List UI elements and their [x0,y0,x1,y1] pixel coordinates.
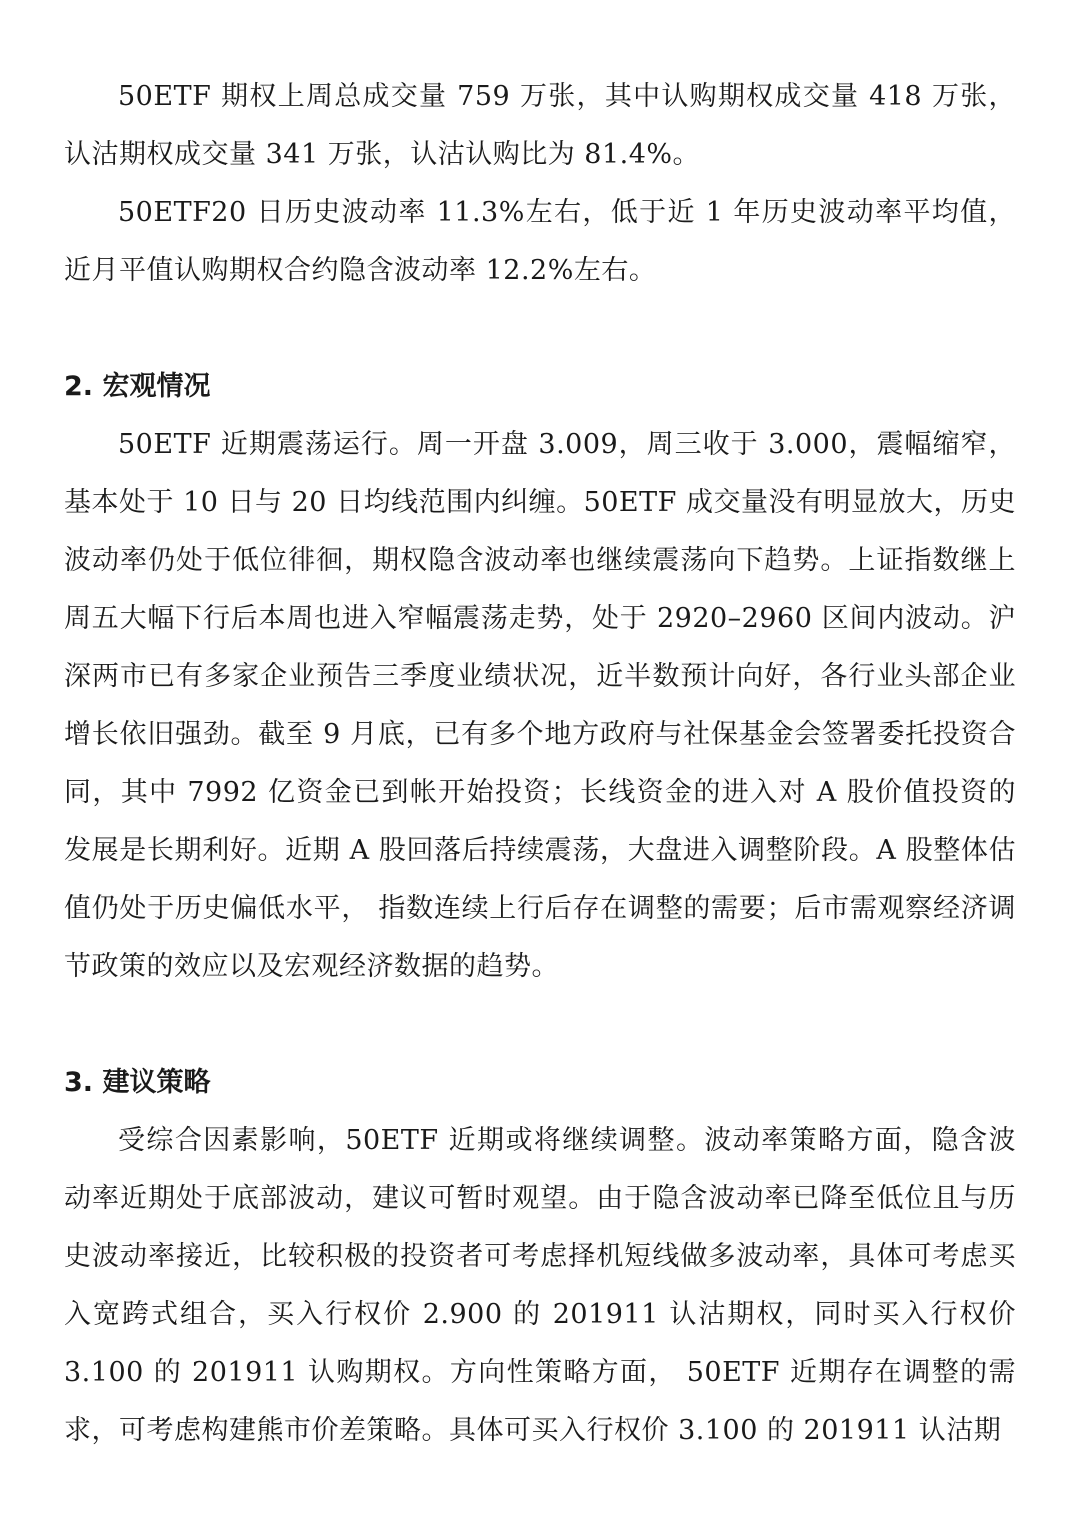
document-page [64,68,1016,1460]
paragraph-volatility: 50ETF20 日历史波动率 11.3%左右，低于近 1 年历史波动率平均值，近月平值认购期权合约隐含波动率 12.2%左右。 [64,197,1016,286]
paragraph-option-volume: 50ETF 期权上周总成交量 759 万张，其中认购期权成交量 418 万张，认沽期权成交量 341 万张，认沽认购比为 81.4%。 [64,81,1016,170]
section-spacer [64,996,1016,1054]
section-spacer [64,300,1016,358]
paragraph-strategy: 受综合因素影响，50ETF 近期或将继续调整。波动率策略方面，隐含波动率近期处于底部波动，建议可暂时观望。由于隐含波动率已降至低位且与历史波动率接近，比较积极的投资者可考虑择机短线做多波动率，具体可考虑买入宽跨式组合，买入行权价 2.900 的 201911 认沽期权，同时买入行权价 3.100 的 201911 认购期权。方向性策略方面， 50ETF 近期存在调整的需求，可考虑构建熊市价差策略。具体可买入行权价 3.100 的 201911 认沽期 [64,1125,1016,1446]
section-heading-macro: 2. 宏观情况 [64,371,211,402]
section-heading-strategy: 3. 建议策略 [64,1067,211,1098]
paragraph-macro: 50ETF 近期震荡运行。周一开盘 3.009，周三收于 3.000，震幅缩窄，基本处于 10 日与 20 日均线范围内纠缠。50ETF 成交量没有明显放大，历史波动率仍处于低位徘徊，期权隐含波动率也继续震荡向下趋势。上证指数继上周五大幅下行后本周也进入窄幅震荡走势，处于 2920–2960 区间内波动。沪深两市已有多家企业预告三季度业绩状况，近半数预计向好，各行业头部企业增长依旧强劲。截至 9 月底，已有多个地方政府与社保基金会签署委托投资合同，其中 7992 亿资金已到帐开始投资；长线资金的进入对 A 股价值投资的发展是长期利好。近期 A 股回落后持续震荡，大盘进入调整阶段。A 股整体估值仍处于历史偏低水平， 指数连续上行后存在调整的需要；后市需观察经济调节政策的效应以及宏观经济数据的趋势。 [64,429,1016,982]
